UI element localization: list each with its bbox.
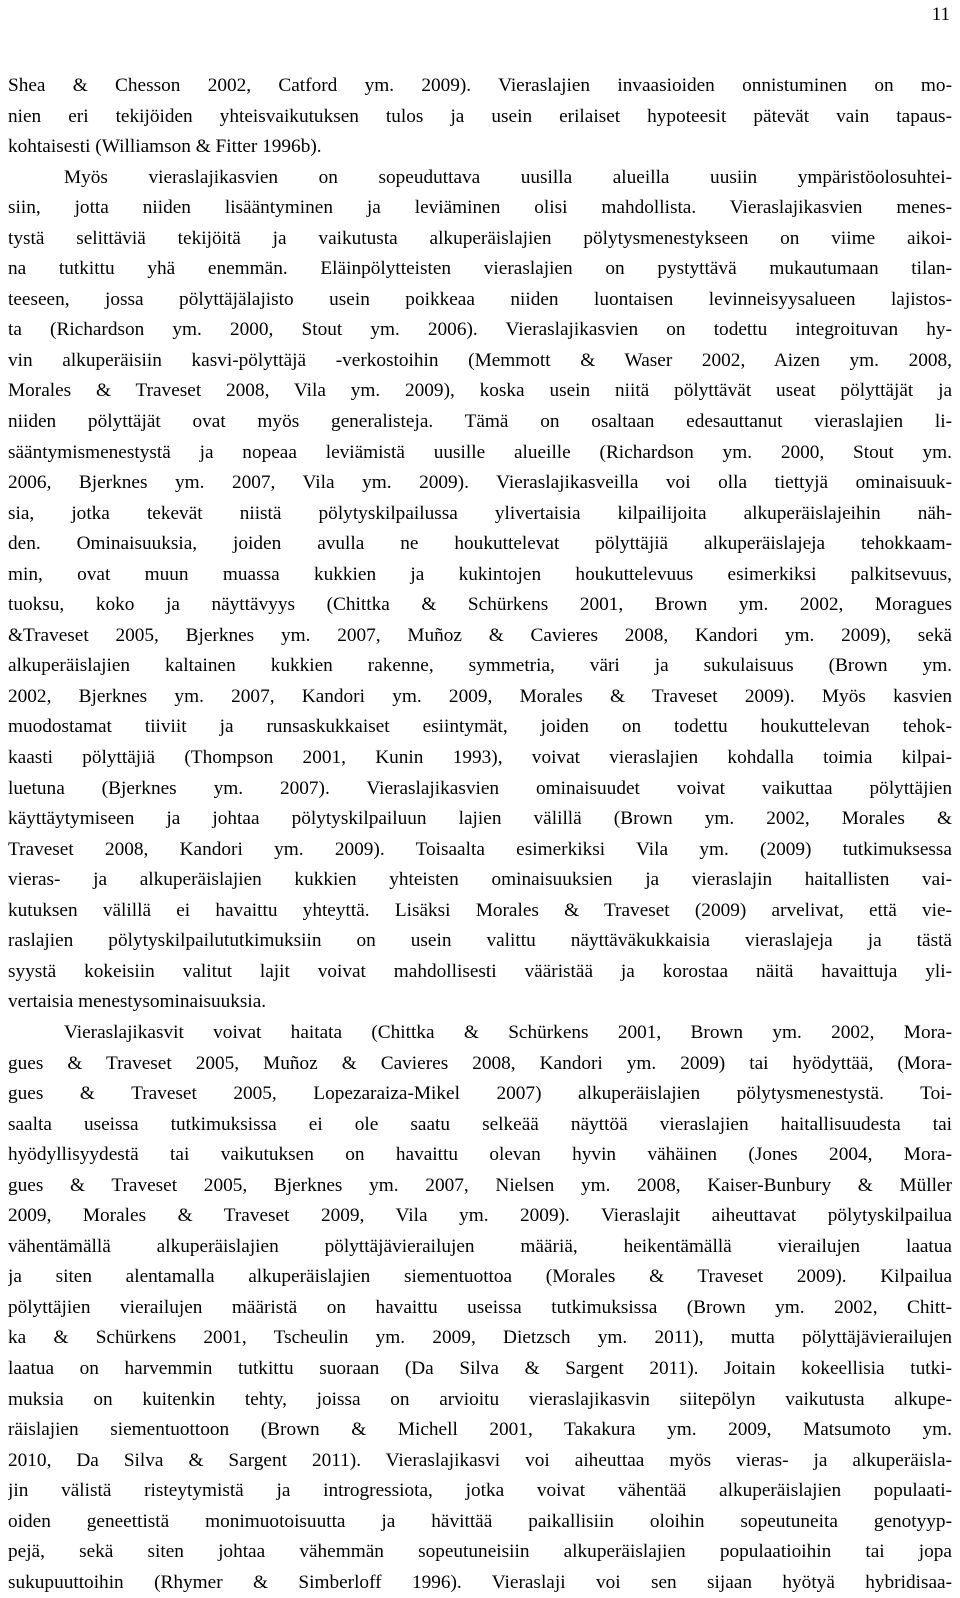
text-line: Traveset 2008, Kandori ym. 2009). Toisaalta esimerkiksi Vila ym. (2009) tutkimuksessa: [8, 838, 952, 860]
text-line: hyödyllisyydestä tai vaikutuksen on havaittu olevan hyvin vähäinen (Jones 2004, Mora-: [8, 1144, 952, 1166]
text-line: gues & Traveset 2005, Lopezaraiza-Mikel 2007) alkuperäislajien pölytysmenestystä. Toi-: [8, 1083, 952, 1105]
text-line: min, ovat muun muassa kukkien ja kukintojen houkuttelevuus esimerkiksi palkitsevuus,: [8, 563, 952, 585]
body-text: [8, 71, 952, 1598]
text-line: &Traveset 2005, Bjerknes ym. 2007, Muñoz & Cavieres 2008, Kandori ym. 2009), sekä: [8, 624, 952, 646]
text-line: na tutkittu yhä enemmän. Eläinpölytteisten vieraslajien on pystyttävä mukautumaan tilan-: [8, 258, 952, 280]
text-line: den. Ominaisuuksia, joiden avulla ne houkuttelevat pölyttäjiä alkuperäislajeja tehokkaam-: [8, 533, 952, 555]
text-line: luetuna (Bjerknes ym. 2007). Vieraslajikasvien ominaisuudet voivat vaikuttaa pölyttäjien: [8, 777, 952, 799]
text-line: sääntymismenestystä ja nopeaa leviämistä uusille alueille (Richardson ym. 2000, Stout ym.: [8, 441, 952, 463]
text-line: Vieraslajikasvit voivat haitata (Chittka & Schürkens 2001, Brown ym. 2002, Mora-: [64, 1021, 952, 1043]
text-line: Morales & Traveset 2008, Vila ym. 2009), koska usein niitä pölyttävät useat pölyttäjät ja: [8, 380, 952, 402]
text-line: pölyttäjien vierailujen määristä on havaittu useissa tutkimuksissa (Brown ym. 2002, Chitt-: [8, 1296, 952, 1318]
text-line: raslajien pölytyskilpailututkimuksiin on usein valittu näyttäväkukkaisia vieraslajeja ja tästä: [8, 930, 952, 952]
text-line: muodostamat tiiviit ja runsaskukkaiset esiintymät, joiden on todettu houkuttelevan tehok-: [8, 716, 952, 738]
text-line: sia, jotka tekevät niistä pölytyskilpailussa ylivertaisia kilpailijoita alkuperäislajeihin näh-: [8, 502, 952, 524]
text-line: nien eri tekijöiden yhteisvaikutuksen tulos ja usein erilaiset hypoteesit pätevät vain tapaus-: [8, 105, 952, 127]
text-line: 2010, Da Silva & Sargent 2011). Vieraslajikasvi voi aiheuttaa myös vieras- ja alkuperäisla-: [8, 1449, 952, 1471]
text-line: teeseen, jossa pölyttäjälajisto usein poikkeaa niiden luontaisen levinneisyysalueen lajistos-: [8, 288, 952, 310]
text-line: siin, jotta niiden lisääntyminen ja leviäminen olisi mahdollista. Vieraslajikasvien menes-: [8, 197, 952, 219]
paragraph-2: [8, 163, 952, 1018]
text-line: syystä kokeisiin valitut lajit voivat mahdollisesti vääristää ja korostaa näitä havaittuja yli-: [8, 960, 952, 982]
text-line: gues & Traveset 2005, Muñoz & Cavieres 2008, Kandori ym. 2009) tai hyödyttää, (Mora-: [8, 1052, 952, 1074]
text-line: saalta useissa tutkimuksissa ei ole saatu selkeää näyttöä vieraslajien haitallisuudesta tai: [8, 1113, 952, 1135]
text-line: Shea & Chesson 2002, Catford ym. 2009). Vieraslajien invaasioiden onnistuminen on mo-: [8, 75, 952, 96]
paragraph-1: [8, 71, 952, 163]
text-line: ja siten alentamalla alkuperäislajien siementuottoa (Morales & Traveset 2009). Kilpailua: [8, 1266, 952, 1288]
text-line: räislajien siementuottoon (Brown & Michell 2001, Takakura ym. 2009, Matsumoto ym.: [8, 1419, 952, 1441]
text-line: tuoksu, koko ja näyttävyys (Chittka & Schürkens 2001, Brown ym. 2002, Moragues: [8, 594, 952, 616]
text-line: muksia on kuitenkin tehty, joissa on arvioitu vieraslajikasvin siitepölyn vaikutusta alkupe-: [8, 1388, 952, 1410]
text-line: sukupuuttoihin (Rhymer & Simberloff 1996). Vieraslaji voi sen sijaan hyötyä hybridisaa-: [8, 1571, 952, 1593]
text-line: 2006, Bjerknes ym. 2007, Vila ym. 2009). Vieraslajikasveilla voi olla tiettyjä ominaisuuk-: [8, 472, 952, 494]
text-line: kohtaisesti (Williamson & Fitter 1996b).: [8, 136, 322, 158]
text-line: jin välistä risteytymistä ja introgressiota, jotka voivat vähentää alkuperäislajien populaati-: [8, 1480, 952, 1502]
text-line: 2002, Bjerknes ym. 2007, Kandori ym. 2009, Morales & Traveset 2009). Myös kasvien: [8, 685, 952, 707]
page-number: 11: [931, 4, 950, 25]
text-line: ta (Richardson ym. 2000, Stout ym. 2006). Vieraslajikasvien on todettu integroituvan hy-: [8, 319, 952, 341]
text-line: kutuksen välillä ei havaittu yhteyttä. Lisäksi Morales & Traveset (2009) arvelivat, että vie-: [8, 899, 952, 921]
text-line: gues & Traveset 2005, Bjerknes ym. 2007, Nielsen ym. 2008, Kaiser-Bunbury & Müller: [8, 1174, 952, 1196]
text-line: tystä selittäviä tekijöitä ja vaikutusta alkuperäislajien pölytysmenestykseen on viime aikoi-: [8, 227, 952, 249]
text-line: käyttäytymiseen ja johtaa pölytyskilpailuun lajien välillä (Brown ym. 2002, Morales &: [8, 808, 952, 830]
text-line: laatua on harvemmin tutkittu suoraan (Da Silva & Sargent 2011). Joitain kokeellisia tutki-: [8, 1357, 952, 1379]
paragraph-3: [8, 1018, 952, 1598]
text-line: Myös vieraslajikasvien on sopeuduttava uusilla alueilla uusiin ympäristöolosuhtei-: [64, 166, 952, 188]
text-line: alkuperäislajien kaltainen kukkien rakenne, symmetria, väri ja sukulaisuus (Brown ym.: [8, 655, 952, 677]
text-line: vieras- ja alkuperäislajien kukkien yhteisten ominaisuuksien ja vieraslajin haitallisten vai-: [8, 869, 952, 891]
text-line: vertaisia menestysominaisuuksia.: [8, 991, 267, 1013]
text-line: vähentämällä alkuperäislajien pölyttäjävierailujen määriä, heikentämällä vierailujen laatua: [8, 1235, 952, 1257]
text-line: oiden geneettistä monimuotoisuutta ja hävittää paikallisiin oloihin sopeutuneita genotyyp-: [8, 1510, 952, 1532]
text-line: pejä, sekä siten johtaa vähemmän sopeutuneisiin alkuperäislajien populaatioihin tai jopa: [8, 1541, 952, 1563]
text-line: kaasti pölyttäjiä (Thompson 2001, Kunin 1993), voivat vieraslajien kohdalla toimia kilpai-: [8, 747, 952, 769]
text-line: niiden pölyttäjät ovat myös generalisteja. Tämä on osaltaan edesauttanut vieraslajien li-: [8, 411, 952, 433]
text-line: vin alkuperäisiin kasvi-pölyttäjä -verkostoihin (Memmott & Waser 2002, Aizen ym. 2008,: [8, 349, 952, 371]
text-line: 2009, Morales & Traveset 2009, Vila ym. 2009). Vieraslajit aiheuttavat pölytyskilpailua: [8, 1205, 952, 1227]
text-line: ka & Schürkens 2001, Tscheulin ym. 2009, Dietzsch ym. 2011), mutta pölyttäjävierailujen: [8, 1327, 952, 1349]
